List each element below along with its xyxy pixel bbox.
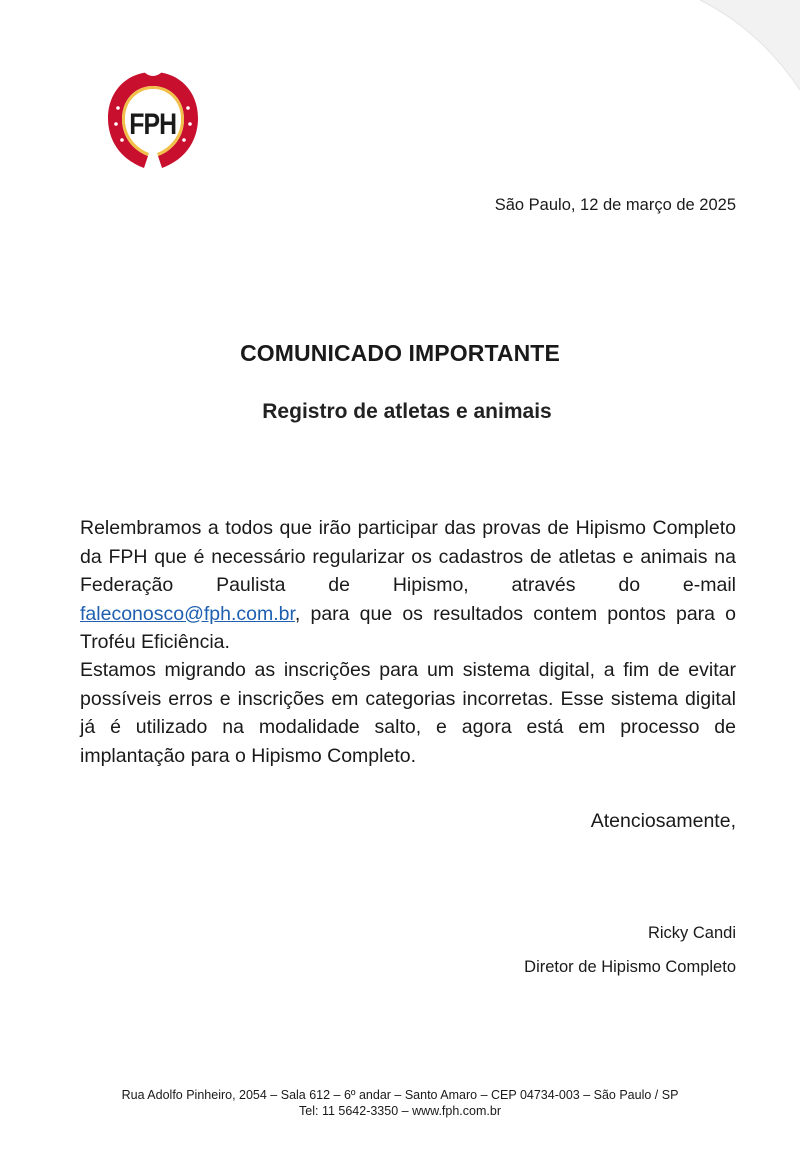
letter-title: COMUNICADO IMPORTANTE bbox=[240, 340, 560, 366]
signer-name: Ricky Candi bbox=[647, 924, 736, 942]
footer-contact: Tel: 11 5642-3350 – www.fph.com.br bbox=[299, 1104, 501, 1118]
body-paragraph-1 bbox=[80, 514, 736, 657]
contact-email-link[interactable]: faleconosco@fph.com.br bbox=[80, 602, 295, 625]
fph-logo bbox=[104, 68, 202, 172]
logo-text: FPH bbox=[129, 106, 177, 141]
body-paragraph-2: Estamos migrando as inscrições para um sistema digital, a fim de evitar possíveis erros e inscrições em categorias incorretas. Esse sistema digital já é utilizado na modalidade salto, e agora está em processo de implantação para o Hipismo Completo. bbox=[80, 659, 736, 767]
footer-address: Rua Adolfo Pinheiro, 2054 – Sala 612 – 6º andar – Santo Amaro – CEP 04734-003 – São Paulo / SP bbox=[121, 1088, 679, 1102]
paragraph-1-text-start: Relembramos a todos que irão participar das provas de Hipismo Completo da FPH que é necessário regularizar os cadastros de atletas e animais na Federação Paulista de Hipismo, através do e-mail bbox=[80, 517, 736, 596]
letter-date: São Paulo, 12 de março de 2025 bbox=[494, 196, 736, 214]
page-corner-shadow bbox=[640, 0, 800, 120]
letter-subtitle: Registro de atletas e animais bbox=[262, 400, 552, 423]
closing-salutation: Atenciosamente, bbox=[590, 810, 736, 832]
signer-role: Diretor de Hipismo Completo bbox=[524, 958, 736, 976]
page-footer bbox=[0, 1087, 800, 1119]
paragraph-1-text-end: , para que os resultados contem pontos para o Troféu Eficiência. bbox=[80, 602, 736, 653]
